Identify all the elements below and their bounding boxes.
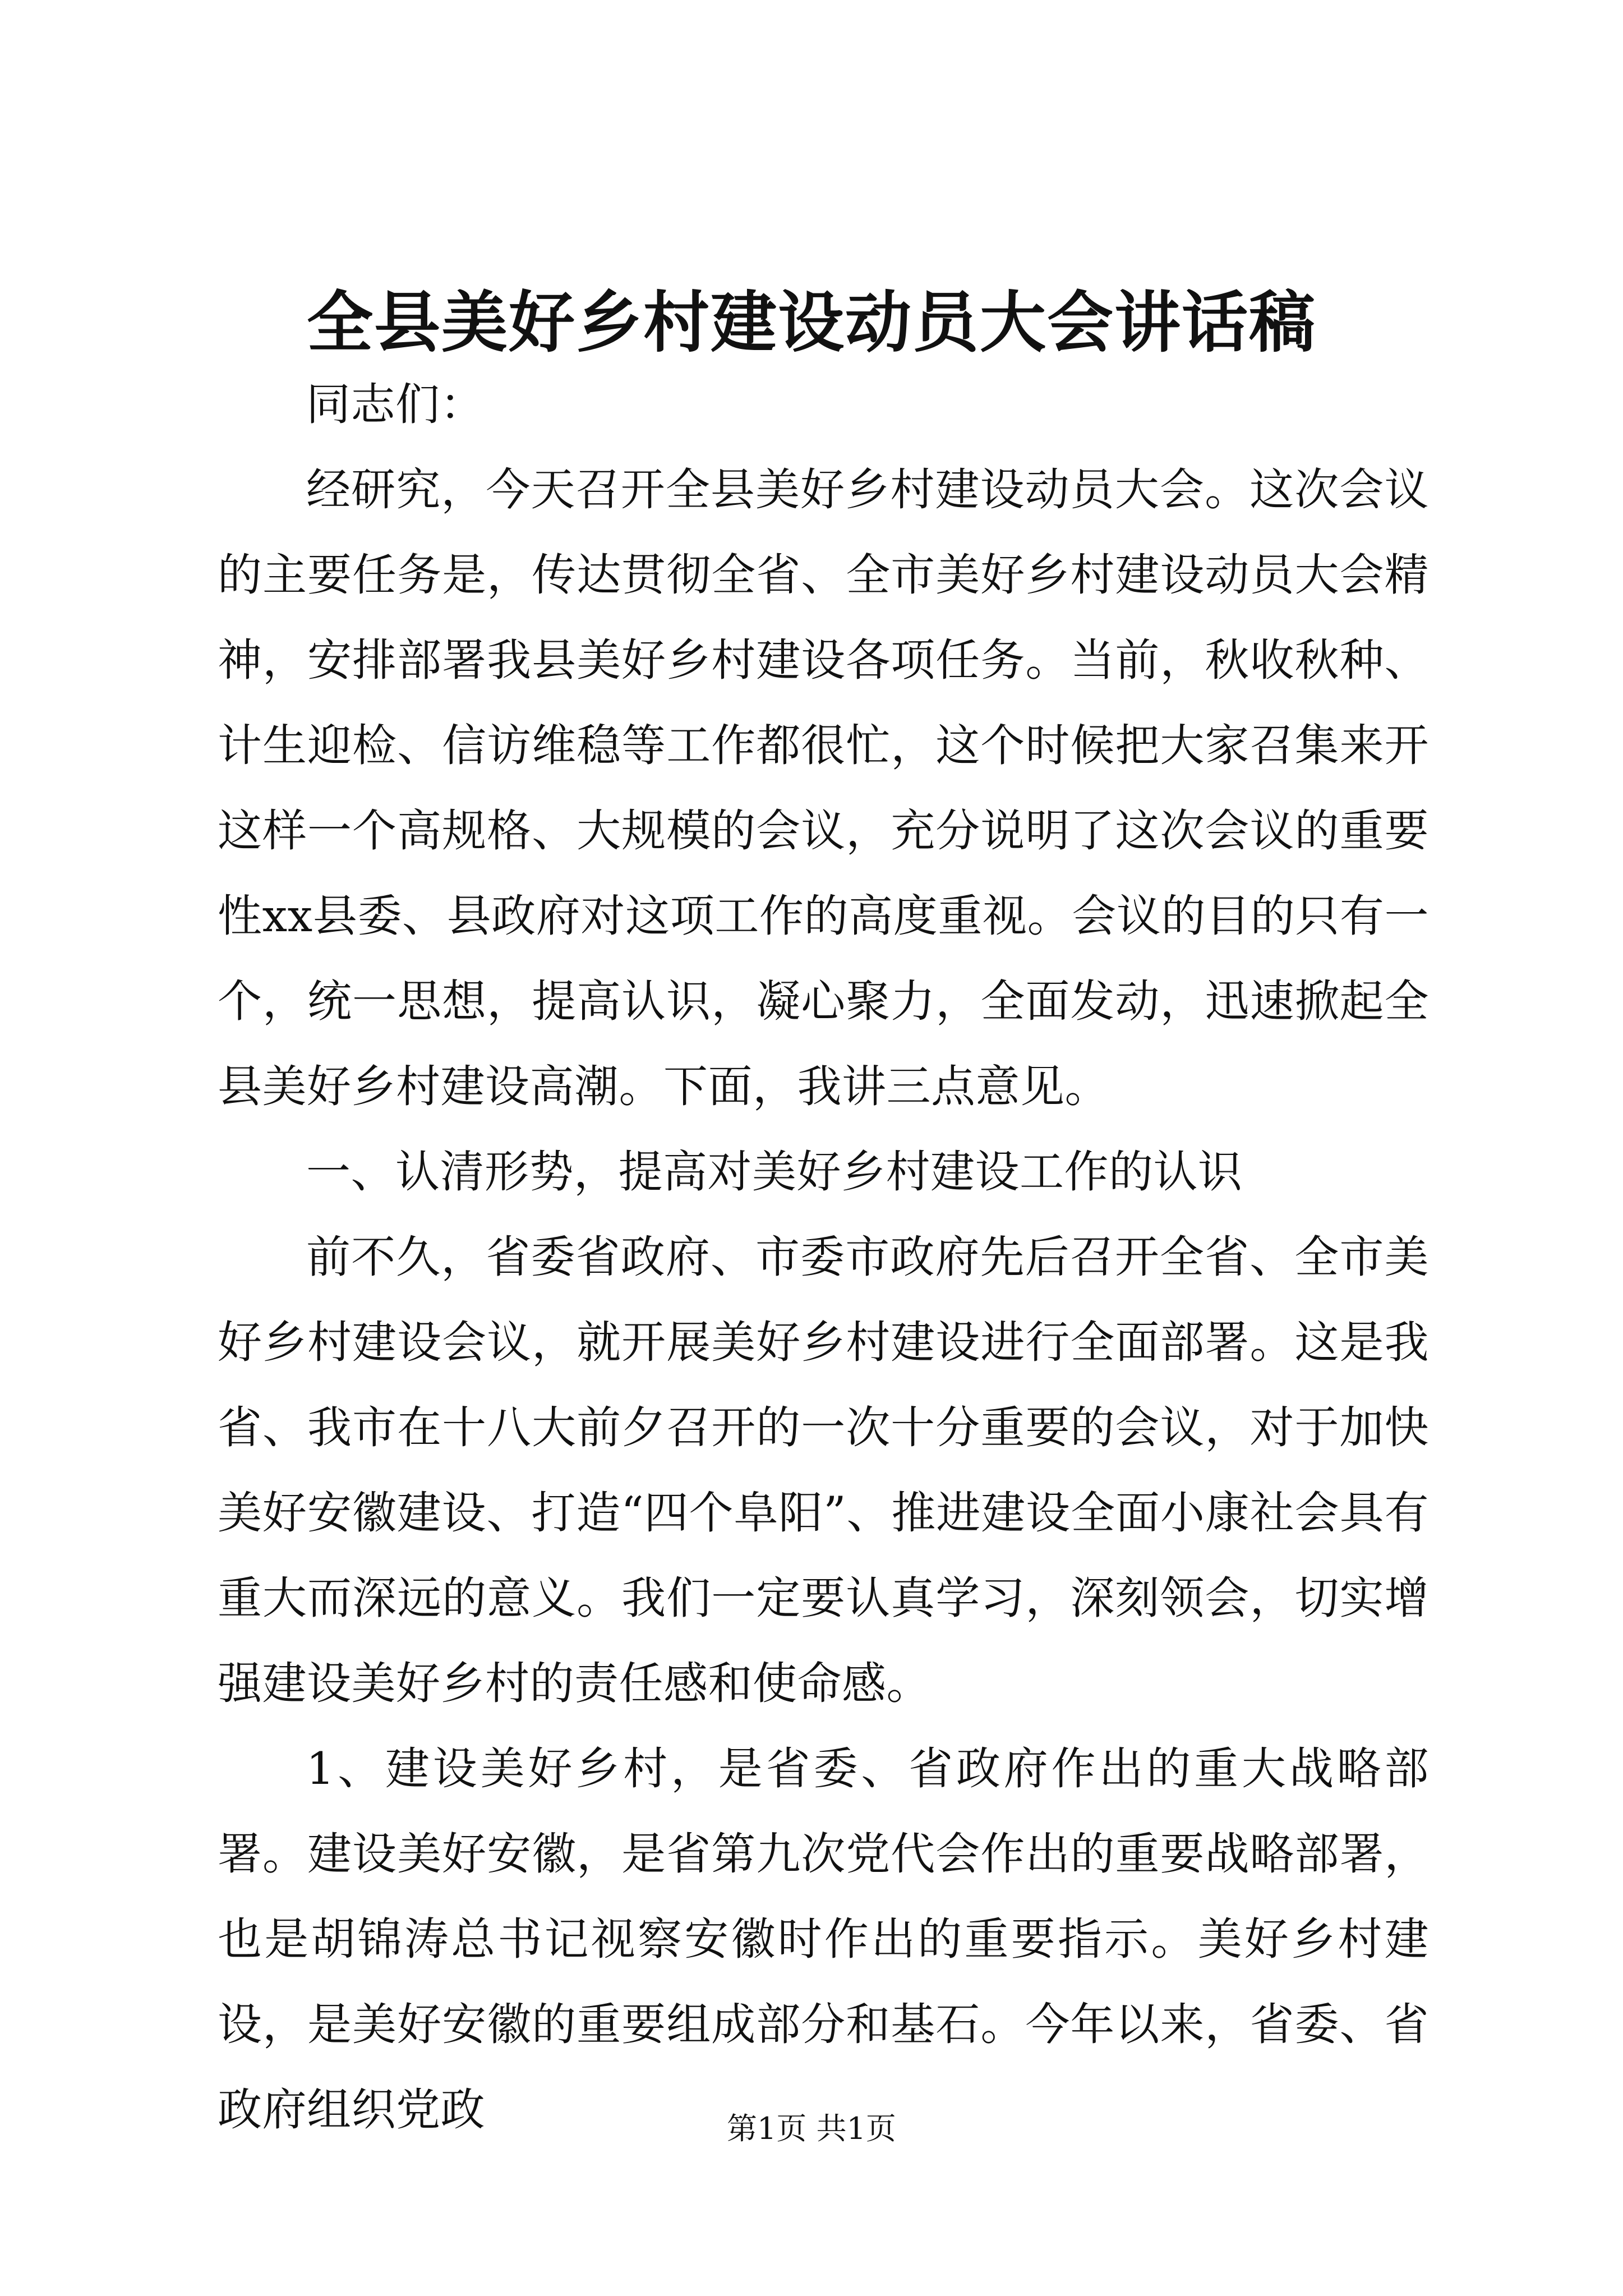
point-1-paragraph: 1、建设美好乡村，是省委、省政府作出的重大战略部署。建设美好安徽，是省第九次党代会作出的重要战略部署，也是胡锦涛总书记视察安徽时作出的重要指示。美好乡村建设，是美好安徽的重要组成部分和基石。今年以来，省委、省政府组织党政 <box>218 1743 1429 2136</box>
page-footer: 第1页 共1页 <box>727 2111 896 2146</box>
document-title: 全县美好乡村建设动员大会讲话稿 <box>306 283 1316 361</box>
intro-paragraph: 经研究，今天召开全县美好乡村建设动员大会。这次会议的主要任务是，传达贯彻全省、全市美好乡村建设动员大会精神，安排部署我县美好乡村建设各项任务。当前，秋收秋种、计生迎检、信访维稳等工作都很忙，这个时候把大家召集来开这样一个高规格、大规模的会议，充分说明了这次会议的重要性xx县委、县政府对这项工作的高度重视。会议的目的只有一个，统一思想，提高认识，凝心聚力，全面发动，迅速掀起全县美好乡村建设高潮。下面，我讲三点意见。 <box>218 464 1429 1112</box>
document-body <box>218 362 1429 2152</box>
section-heading-1: 一、认清形势，提高对美好乡村建设工作的认识 <box>306 1146 1243 1198</box>
salutation-paragraph: 同志们： <box>306 379 485 430</box>
section-1-paragraph: 前不久，省委省政府、市委市政府先后召开全省、全市美好乡村建设会议，就开展美好乡村建设进行全面部署。这是我省、我市在十八大前夕召开的一次十分重要的会议，对于加快美好安徽建设、打造“四个阜阳”、推进建设全面小康社会具有重大而深远的意义。我们一定要认真学习，深刻领会，切实增强建设美好乡村的责任感和使命感。 <box>218 1231 1429 1709</box>
